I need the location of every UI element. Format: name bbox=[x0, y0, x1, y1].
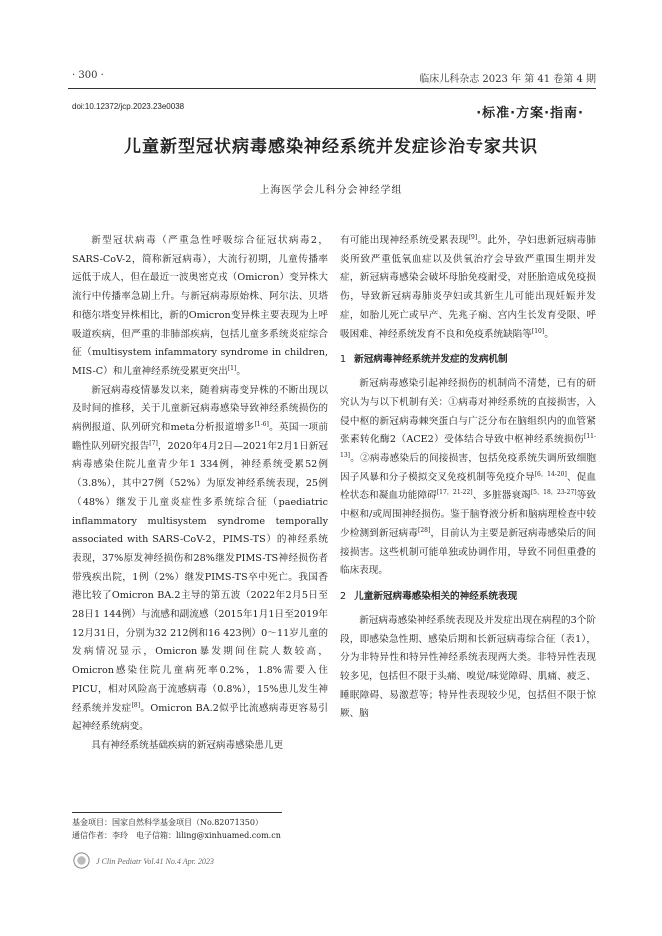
citation[interactable]: [10] bbox=[531, 327, 545, 335]
section-heading: 1 新冠病毒神经系统并发症的发病机制 bbox=[340, 354, 508, 366]
citation[interactable]: [1] bbox=[227, 364, 237, 372]
paragraph: 新冠病毒感染神经系统表现及并发症出现在病程的3个阶段，即感染急性期、感染后期和长新冠病毒综合征（表1），分为非特异性和特异性神经系统表现两大类。非特异性表现较多见，包括但不限于头痛、嗅觉/味觉障碍、肌痛、疲乏、睡眠障碍、易激惹等；特异性表现较少见，包括但不限于惊厥、脑 bbox=[340, 614, 596, 720]
footnote-rule bbox=[72, 812, 282, 813]
page-number: · 300 · bbox=[72, 70, 104, 81]
citation[interactable]: [17，21-22] bbox=[436, 489, 473, 497]
citation[interactable]: [9] bbox=[468, 233, 478, 241]
paragraph: 新冠病毒感染引起神经损伤的机制尚不清楚，已有的研究认为与以下机制有关：①病毒对神经系统的直接损害，入侵中枢的新冠病毒棘突蛋白与广泛分布在脑组织内的血管紧张素转化酶2（ACE2）受体结合导致中枢神经系统损伤[11-13]。②病毒感染后的间接损害，包括免疫系统失调所致细胞因子风暴和分子模拟交叉免疫机制等免疫介导[6，14-20]、促血栓状态和凝血功能障碍[17，21-22]、多脏器衰竭[5，18，23-27]等致中枢和/或周围神经损伤。鉴于脑脊液分析和脑病理检查中较少检测到新冠病毒[28]，目前认为主要是新冠病毒感染后的间接损害。这些机制可能单独或协调作用，导致不同但重叠的临床表现。 bbox=[340, 378, 597, 577]
citation[interactable]: [5，18，23-27] bbox=[530, 489, 577, 497]
corresponding-author: 通信作者：李玲 电子信箱：liling@xinhuamed.com.cn bbox=[72, 831, 281, 840]
journal-logo-icon bbox=[73, 852, 90, 869]
paragraph: 具有神经系统基础疾病的新冠病毒感染患儿更 bbox=[91, 739, 284, 751]
article-author: 上海医学会儿科分会神经学组 bbox=[259, 185, 403, 196]
funding-note: 基金项目：国家自然科学基金项目（No.82071350） bbox=[72, 818, 263, 827]
paragraph: 新型冠状病毒（严重急性呼吸综合征冠状病毒2，SARS-CoV-2，简称新冠病毒），大流行初期，儿童传播率远低于成人，但在最近一波奥密克戎（Omicron）变异株大流行中传播率急剧上升。与新冠病毒原始株、阿尔法、贝塔和德尔塔变异株相比，新的Omicron变异株主要表现为上呼吸道疾病，但严重的非肺部疾病，包括儿童多系统炎症综合征（multisystem infammatory syndrome in children, MIS-C）和儿童神经系统受累更突出[1]。 bbox=[72, 235, 328, 377]
paragraph: 有可能出现神经系统受累表现[9]。此外，孕妇患新冠病毒肺炎所致严重低氧血症以及供氧治疗会导致严重围生期并发症，新冠病毒感染会破坏母胎免疫耐受，对胚胎造成免疫损伤，导致新冠病毒肺炎孕妇或其新生儿可能出现妊娠并发症，如胎儿死亡或早产、先兆子痫、宫内生长发育受限、呼吸困难、神经系统发育不良和免疫系统缺陷等[10]。 bbox=[340, 233, 597, 340]
section-tag: ·标准·方案·指南· bbox=[476, 106, 584, 121]
paragraph: 新冠病毒疫情暴发以来，随着病毒变异株的不断出现以及时间的推移，关于儿童新冠病毒感染导致神经系统损伤的病例报道、队列研究和meta分析报道增多[1-6]。英国一项前瞻性队列研究报告[7]，2020年4月2日—2021年2月1日新冠病毒感染住院儿童青少年1 334例，神经系统受累52例（3.8%），其中27例（52%）为原发神经系统表现，25例（48%）继发于儿童炎症性多系统综合征（paediatric inflammatory multisystem syndrome temporally associated with SARS-CoV-2，PIMS-TS）的神经系统表现，37%原发神经损伤和28%继发PIMS-TS神经损伤者带残疾出院，1例（2%）继发PIMS-TS卒中死亡。我国香港比较了Omicron BA.2主导的第五波（2022年2月5日至28日1 144例）与流感和副流感（2015年1月1日至2019年12月31日，分别为32 212例和16 423例）0～11岁儿童的发病情况显示，Omicron暴发期间住院人数较高，Omicron感染住院儿童病死率0.2%，1.8%需要入住PICU，相对风险高于流感病毒（0.8%），15%患儿发生神经系统并发症[8]。Omicron BA.2似乎比流感病毒更容易引起神经系统病变。 bbox=[72, 384, 329, 733]
left-column bbox=[72, 232, 328, 756]
citation[interactable]: [7] bbox=[149, 439, 158, 447]
journal-footer: J Clin Pediatr Vol.41 No.4 Apr. 2023 bbox=[96, 857, 214, 866]
article-title: 儿童新型冠状病毒感染神经系统并发症诊治专家共识 bbox=[124, 137, 538, 157]
section-heading: 2 儿童新冠病毒感染相关的神经系统表现 bbox=[340, 590, 518, 602]
citation[interactable]: [6，14-20] bbox=[534, 470, 567, 478]
citation[interactable]: [28] bbox=[417, 526, 431, 534]
citation[interactable]: [11-13] bbox=[340, 433, 596, 459]
journal-issue: 临床儿科杂志 2023 年 第 41 卷第 4 期 bbox=[419, 74, 596, 85]
header-rule bbox=[68, 88, 596, 89]
right-column bbox=[340, 232, 596, 724]
doi[interactable]: doi:10.12372/jcp.2023.23e0038 bbox=[72, 102, 185, 111]
citation[interactable]: [1-6] bbox=[254, 420, 269, 428]
citation[interactable]: [8] bbox=[131, 701, 141, 709]
